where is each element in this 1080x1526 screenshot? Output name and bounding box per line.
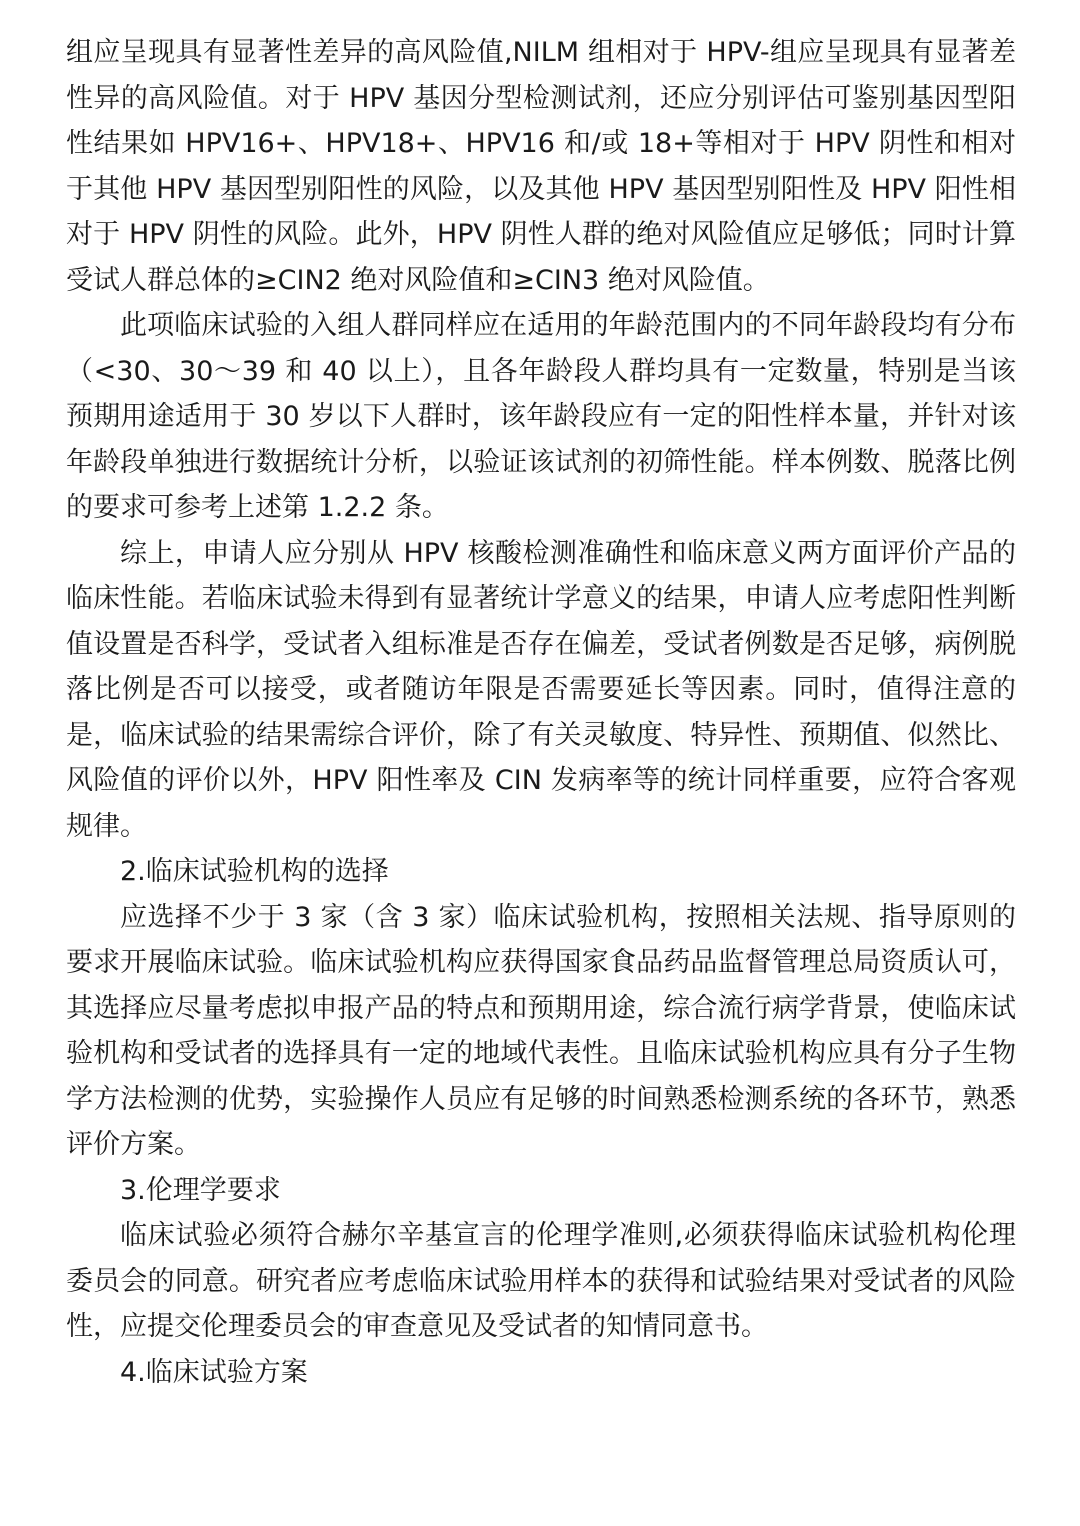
document-page	[66, 30, 1016, 1395]
paragraph-age-groups: 此项临床试验的入组人群同样应在适用的年龄范围内的不同年龄段均有分布（<30、30～39 和 40 以上），且各年龄段人群均具有一定数量，特别是当该预期用途适用于 30 岁以下人群时，该年龄段应有一定的阳性样本量，并针对该年龄段单独进行数据统计分析，以验证该试剂的初筛性能。样本例数、脱落比例的要求可参考上述第 1.2.2 条。	[66, 310, 1016, 523]
section-heading-ethics: 3.伦理学要求	[120, 1174, 281, 1206]
paragraph-institution-selection: 应选择不少于 3 家（含 3 家）临床试验机构，按照相关法规、指导原则的要求开展临床试验。临床试验机构应获得国家食品药品监督管理总局资质认可，其选择应尽量考虑拟申报产品的特点和预期用途，综合流行病学背景，使临床试验机构和受试者的选择具有一定的地域代表性。且临床试验机构应具有分子生物学方法检测的优势，实验操作人员应有足够的时间熟悉检测系统的各环节，熟悉评价方案。	[66, 901, 1016, 1160]
paragraph-risk-values: 组应呈现具有显著性差异的高风险值,NILM 组相对于 HPV-组应呈现具有显著差性异的高风险值。对于 HPV 基因分型检测试剂，还应分别评估可鉴别基因型阳性结果如 HPV16+、HPV18+、HPV16 和/或 18+等相对于 HPV 阴性和相对于其他 HPV 基因型别阳性的风险，以及其他 HPV 基因型别阳性及 HPV 阳性相对于 HPV 阴性的风险。此外，HPV 阴性人群的绝对风险值应足够低；同时计算受试人群总体的≥CIN2 绝对风险值和≥CIN3 绝对风险值。	[66, 37, 1016, 296]
paragraph-summary: 综上，申请人应分别从 HPV 核酸检测准确性和临床意义两方面评价产品的临床性能。若临床试验未得到有显著统计学意义的结果，申请人应考虑阳性判断值设置是否科学，受试者入组标准是否存在偏差，受试者例数是否足够，病例脱落比例是否可以接受，或者随访年限是否需要延长等因素。同时，值得注意的是，临床试验的结果需综合评价，除了有关灵敏度、特异性、预期值、似然比、风险值的评价以外，HPV 阳性率及 CIN 发病率等的统计同样重要，应符合客观规律。	[66, 537, 1016, 842]
section-heading-institution-selection: 2.临床试验机构的选择	[120, 856, 389, 887]
section-heading-trial-protocol: 4.临床试验方案	[120, 1356, 308, 1388]
paragraph-ethics: 临床试验必须符合赫尔辛基宣言的伦理学准则,必须获得临床试验机构伦理委员会的同意。研究者应考虑临床试验用样本的获得和试验结果对受试者的风险性，应提交伦理委员会的审查意见及受试者的知情同意书。	[66, 1220, 1016, 1342]
